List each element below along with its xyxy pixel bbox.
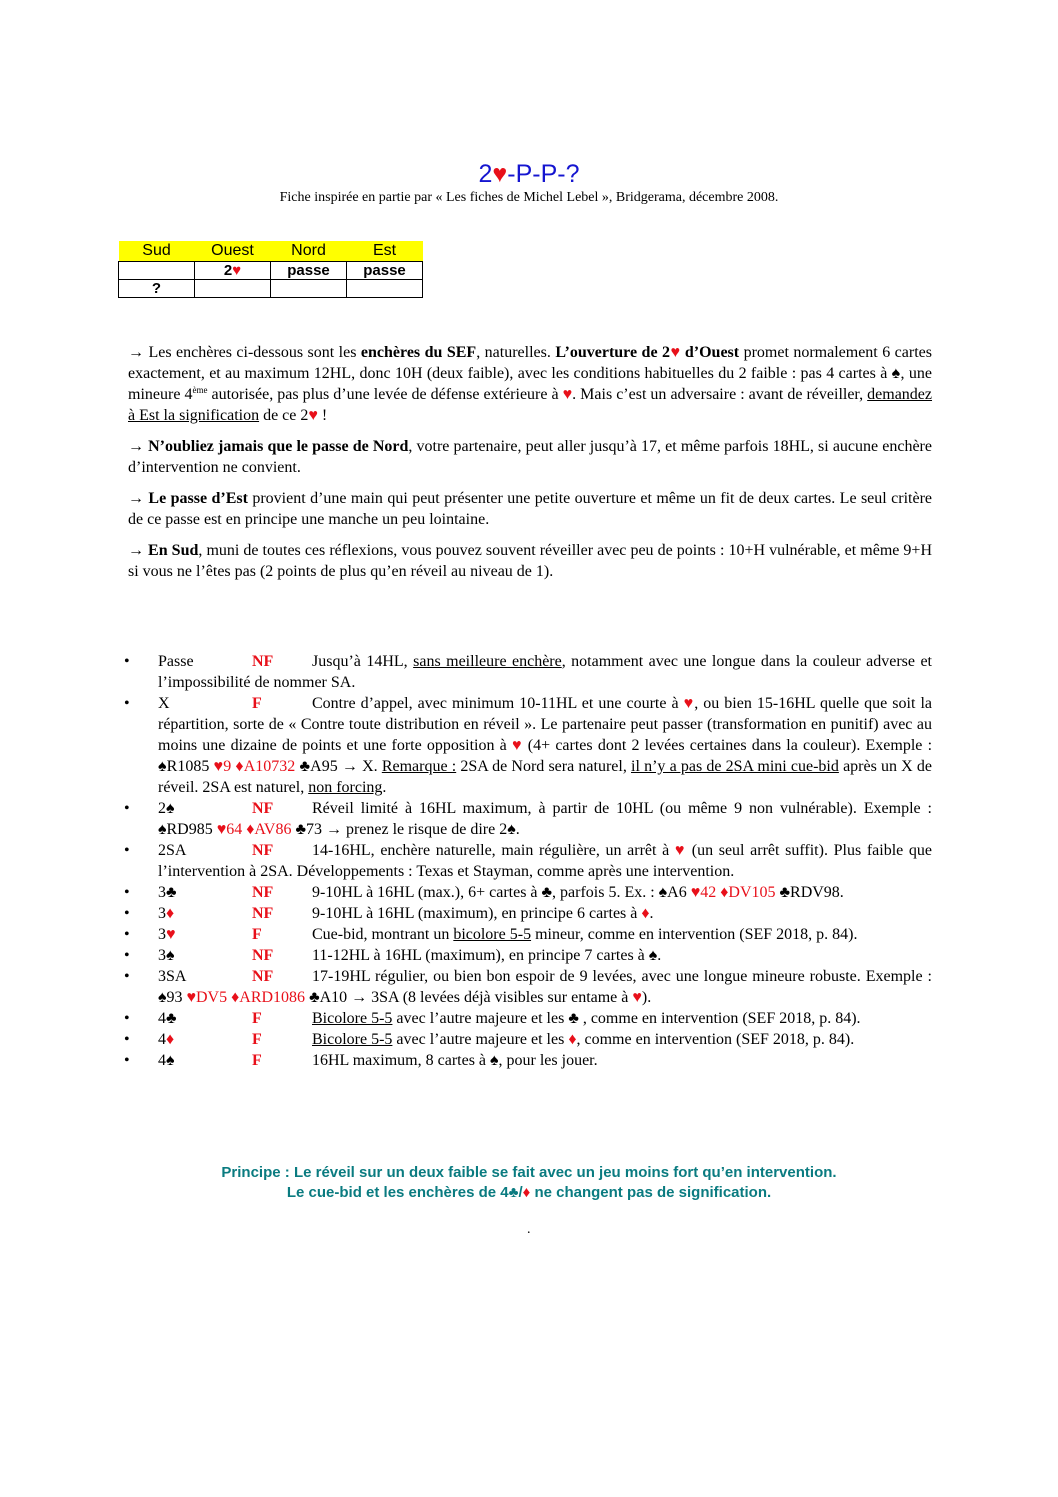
bid-description-segment: 11-12HL à 16HL (maximum), en principe 7 cartes à ♠. [312, 947, 662, 964]
auction-cell: 2♥ [195, 262, 271, 280]
bid-description-segment: , notamment avec une longue dans la couleur adverse et l’impossibilité de nommer SA. [158, 653, 932, 691]
bid-name: 2SA [158, 842, 187, 859]
bid-description-segment: Réveil limité à 16HL maximum, à partir de 10HL (ou même 9 non vulnérable). Exemple : ♠RD985 [158, 800, 932, 838]
bullet-icon: • [124, 905, 130, 922]
bullet-icon: • [124, 1031, 130, 1048]
auction-table [118, 241, 423, 298]
header-nord: Nord [271, 241, 347, 262]
bid-description-segment: 9-10HL à 16HL (max.), 6+ cartes à ♣, parfois 5. Ex. : ♠A6 [312, 884, 691, 901]
bid-forcing: F [252, 695, 262, 712]
principle-line-2: Le cue-bid et les enchères de 4♣/♦ ne changent pas de signification. [286, 1184, 772, 1201]
bid-name: 3♣ [158, 884, 177, 901]
bid-item [120, 693, 932, 798]
bid-description-segment: (4+ cartes dont 2 levées certaines dans la couleur). Exemple : ♠R1085 [158, 737, 933, 775]
auction-row [119, 280, 423, 298]
bid-description-segment: ♥ [674, 842, 687, 859]
heart-icon: ♥ [670, 344, 681, 361]
subtitle: Fiche inspirée en partie par « Les fiches de Michel Lebel », Bridgerama, décembre 2008. [279, 190, 779, 205]
bid-description-segment: après un X de réveil. 2SA est naturel, [158, 758, 933, 796]
bid-forcing: F [252, 1031, 262, 1048]
bid-description-segment: 16HL maximum, 8 cartes à ♠, pour les jouer. [312, 1052, 598, 1069]
bid-description-segment: ). [641, 989, 652, 1006]
bid-forcing: NF [252, 653, 274, 670]
auction-cell [195, 280, 271, 298]
bullet-icon: • [124, 884, 130, 901]
red-suit-icon: ♥ [232, 262, 242, 279]
bid-description-segment: ♥64 ♦AV86 [216, 821, 292, 838]
header-ouest: Ouest [195, 241, 271, 262]
arrow-icon: → [128, 542, 144, 559]
bid-name: 3♦ [158, 905, 175, 922]
bid-description-segment: ♥42 ♦DV105 [690, 884, 776, 901]
intro-paragraph-4: → En Sud, muni de toutes ces réflexions, vous pouvez souvent réveiller avec peu de points : 10+H vulnérable, et même 9+H si vous ne l’êtes pas (2 points de plus qu’en réveil au niveau de 1). [128, 542, 933, 580]
bid-item [120, 882, 932, 903]
auction-cell: passe [271, 262, 347, 280]
bullet-icon: • [124, 968, 130, 985]
bid-description-segment: non forcing [308, 779, 383, 796]
bid-description-segment: Bicolore 5-5 [312, 1031, 393, 1048]
bid-description-segment: ♣RDV98. [775, 884, 844, 901]
bid-item [120, 966, 932, 1008]
bid-item [120, 1050, 932, 1071]
bid-description-segment: il n’y a pas de 2SA mini cue-bid [631, 758, 839, 775]
bid-forcing: F [252, 1052, 262, 1069]
bid-description-segment: . [382, 779, 387, 796]
bid-name: 4♣ [158, 1010, 177, 1027]
bid-name: 4♠ [158, 1052, 175, 1069]
bid-description-segment: , comme en intervention (SEF 2018, p. 84). [576, 1031, 855, 1048]
bid-description-segment: Cue-bid, montrant un [312, 926, 454, 943]
bullet-icon: • [124, 1010, 130, 1027]
principle-box [0, 1163, 1058, 1203]
bullet-icon: • [124, 1052, 130, 1069]
principle-line-1: Principe : Le réveil sur un deux faible se fait avec un jeu moins fort qu’en intervention. [221, 1164, 837, 1181]
bid-name: 2♠ [158, 800, 175, 817]
title-suffix: -P-P-? [507, 160, 580, 188]
auction-cell: passe [347, 262, 423, 280]
bid-forcing: NF [252, 842, 274, 859]
page-title [0, 160, 1058, 189]
arrow-icon: → [128, 438, 144, 455]
bid-description-segment: Jusqu’à 14HL, [312, 653, 414, 670]
header-sud: Sud [119, 241, 195, 262]
arrow-icon: → [128, 344, 144, 361]
bid-forcing: NF [252, 905, 274, 922]
bid-description-segment: ♥ [511, 737, 523, 754]
bid-description-segment: sans meilleure enchère [413, 653, 562, 670]
bullet-icon: • [124, 947, 130, 964]
intro-section [128, 342, 932, 592]
bullet-icon: • [124, 800, 130, 817]
title-prefix: 2 [478, 160, 493, 188]
bid-item [120, 924, 932, 945]
arrow-icon: → [128, 490, 144, 507]
bid-item [120, 903, 932, 924]
bid-description-segment: mineur, comme en intervention (SEF 2018, p. 84). [531, 926, 858, 943]
intro-paragraph-1: → Les enchères ci-dessous sont les enchères du SEF, naturelles. L’ouverture de 2♥ d’Ouest promet normalement 6 cartes exactement, et au maximum 12HL, donc 10H (deux faible), avec les conditions habituelles du 2 faible : pas 4 cartes à ♠, une mineure 4ème autorisée, pas plus d’une levée de défense extérieure à ♥. Mais c’est un adversaire : avant de réveiller, demandez à Est la signification de ce 2♥ ! [128, 344, 933, 424]
bid-forcing: NF [252, 884, 274, 901]
bid-description-segment: Contre d’appel, avec minimum 10-11HL et une courte à [312, 695, 684, 712]
bid-name: 4♦ [158, 1031, 175, 1048]
bid-description-segment: 9-10HL à 16HL (maximum), en principe 6 cartes à [312, 905, 642, 922]
bid-description-segment: ♥DV5 ♦ARD1086 [186, 989, 306, 1006]
bid-description-segment: 14-16HL, enchère naturelle, main régulière, un arrêt à [312, 842, 675, 859]
bullet-icon: • [124, 842, 130, 859]
bid-name: X [158, 695, 170, 712]
bullet-icon: • [124, 653, 130, 670]
bid-description-segment: ♥9 ♦A10732 [213, 758, 296, 775]
heart-icon: ♥ [492, 160, 508, 188]
footer-dot: . [527, 1222, 531, 1237]
bid-description-segment: ♣A95 → X. [295, 758, 382, 775]
bid-forcing: NF [252, 968, 274, 985]
bid-description-segment: Remarque : [381, 758, 457, 775]
bid-description-segment: 17-19HL régulier, ou bien bon espoir de 9 levées, avec une longue mineure robuste. Exemple : ♠93 [158, 968, 932, 1006]
auction-header-row [119, 241, 423, 262]
bid-item [120, 1008, 932, 1029]
bid-forcing: F [252, 926, 262, 943]
bid-description-segment: bicolore 5-5 [453, 926, 532, 943]
red-suit-icon: ♦ [166, 905, 175, 922]
heart-icon: ♥ [562, 386, 573, 403]
bid-description-segment: ♦ [568, 1031, 577, 1048]
red-suit-icon: ♦ [166, 1031, 175, 1048]
bid-description-segment: . [649, 905, 654, 922]
bid-description-segment: ♣73 → prenez le risque de dire 2♠. [291, 821, 520, 838]
header-est: Est [347, 241, 423, 262]
bid-description-segment: (un seul arrêt suffit). Plus faible que l’intervention à 2SA. Développements : Texas et Stayman, comme après une intervention. [158, 842, 933, 880]
bid-item [120, 945, 932, 966]
diamond-icon: ♦ [522, 1184, 531, 1201]
bullet-icon: • [124, 926, 130, 943]
bid-description-segment: avec l’autre majeure et les [392, 1031, 569, 1048]
bid-forcing: NF [252, 800, 274, 817]
bid-item [120, 1029, 932, 1050]
spade-icon: ♠ [891, 365, 901, 382]
bids-list [120, 651, 932, 1071]
auction-cell [347, 280, 423, 298]
intro-paragraph-3: → Le passe d’Est provient d’une main qui peut présenter une petite ouverture et même un fit de deux cartes. Le seul critère de ce passe est en principe une manche un peu lointaine. [128, 490, 932, 528]
bid-description-segment: , ou bien 15-16HL quelle que soit la répartition, sorte de « Contre toute distribution en réveil ». Le partenaire peut passer (transformation en punitif) avec au moins une dizaine de points et une forte opposition à [158, 695, 933, 754]
bid-name: 3SA [158, 968, 187, 985]
bid-item [120, 798, 932, 840]
bid-name: Passe [158, 653, 194, 670]
auction-cell [271, 280, 347, 298]
bid-forcing: NF [252, 947, 274, 964]
bid-description-segment: ♦ [641, 905, 650, 922]
bid-description-segment: ♥ [632, 989, 642, 1006]
bid-name: 3♠ [158, 947, 175, 964]
intro-paragraph-2: → N’oubliez jamais que le passe de Nord, votre partenaire, peut aller jusqu’à 17, et même parfois 18HL, si aucune enchère d’intervention ne convient. [128, 438, 932, 476]
bullet-icon: • [124, 695, 130, 712]
auction-cell: ? [119, 280, 195, 298]
auction-row [119, 262, 423, 280]
bid-item [120, 840, 932, 882]
bid-description-segment: ♣A10 → 3SA (8 levées déjà visibles sur entame à [305, 989, 633, 1006]
bid-forcing: F [252, 1010, 262, 1027]
bid-name: 3♥ [158, 926, 176, 943]
bid-description-segment: avec l’autre majeure et les ♣ , comme en intervention (SEF 2018, p. 84). [392, 1010, 861, 1027]
auction-cell [119, 262, 195, 280]
red-suit-icon: ♥ [166, 926, 176, 943]
bid-description-segment: 2SA de Nord sera naturel, [456, 758, 631, 775]
bid-description-segment: ♥ [683, 695, 695, 712]
bid-description-segment: Bicolore 5-5 [312, 1010, 393, 1027]
bid-item [120, 651, 932, 693]
heart-icon: ♥ [308, 407, 318, 424]
